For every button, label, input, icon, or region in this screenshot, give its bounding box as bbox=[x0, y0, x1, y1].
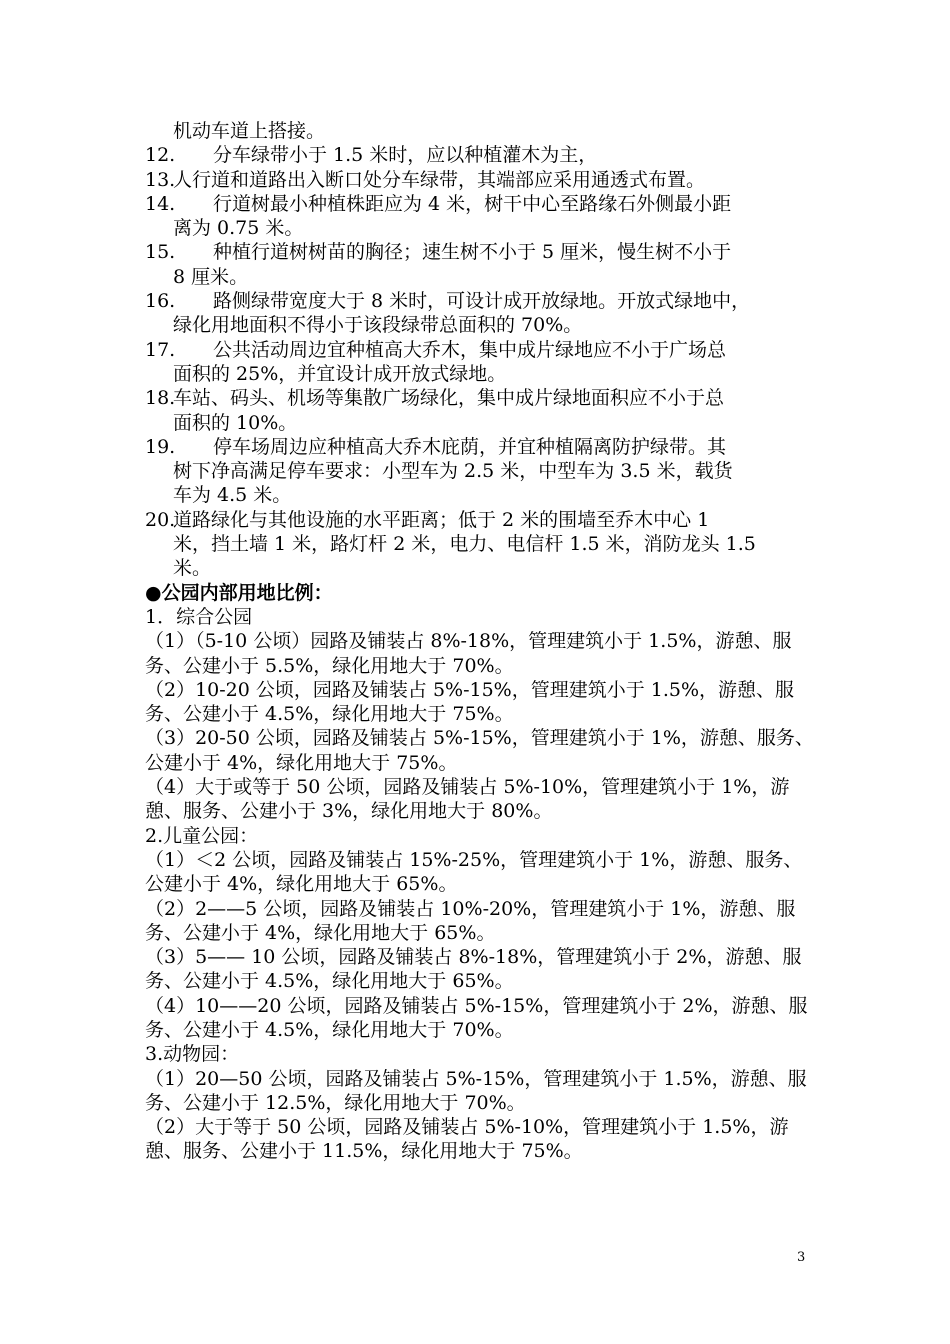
list-item-first-line: 人行道和道路出入断口处分车绿带，其端部应采用通透式布置。 bbox=[173, 168, 706, 191]
list-item-line: 车为 4.5 米。 bbox=[173, 484, 292, 507]
text-line: 务、公建小于 4.5%，绿化用地大于 75%。 bbox=[145, 703, 514, 726]
list-item-line: 面积的 10%。 bbox=[173, 411, 298, 434]
text-line: 务、公建小于 5.5%，绿化用地大于 70%。 bbox=[145, 654, 514, 677]
list-item-number: 17. bbox=[145, 338, 176, 361]
section-heading bbox=[145, 581, 825, 605]
list-item-text bbox=[145, 386, 825, 435]
list-item bbox=[145, 386, 825, 435]
list-item-number: 15. bbox=[145, 241, 176, 264]
text-line: 务、公建小于 12.5%，绿化用地大于 70%。 bbox=[145, 1091, 526, 1114]
list-item-text bbox=[145, 168, 825, 192]
text-line: （2）2——5 公顷，园路及铺装占 10%-20%，管理建筑小于 1%，游憩、服 bbox=[145, 897, 796, 920]
list-item bbox=[145, 240, 825, 289]
text-line: 公建小于 4%，绿化用地大于 65%。 bbox=[145, 873, 458, 896]
text-line: 憩、服务、公建小于 3%，绿化用地大于 80%。 bbox=[145, 800, 553, 823]
section-heading-text: 公园内部用地比例： bbox=[161, 581, 333, 604]
text-line: 公建小于 4%，绿化用地大于 75%。 bbox=[145, 751, 458, 774]
list-item-first-line: 公共活动周边宜种植高大乔木，集中成片绿地应不小于广场总 bbox=[213, 338, 727, 361]
list-item-first-line: 行道树最小种植株距应为 4 米，树干中心至路缘石外侧最小距 bbox=[213, 192, 732, 215]
list-item-number: 14. bbox=[145, 192, 176, 215]
page-number: 3 bbox=[797, 1250, 806, 1265]
list-item-first-line: 种植行道树树苗的胸径；速生树不小于 5 厘米，慢生树不小于 bbox=[213, 241, 732, 264]
list-item bbox=[145, 192, 825, 241]
text-line: （2）大于等于 50 公顷，园路及铺装占 5%-10%，管理建筑小于 1.5%，游 bbox=[145, 1116, 789, 1139]
list-item-text bbox=[145, 143, 825, 167]
list-item-text bbox=[145, 435, 825, 508]
list-item-line: 米。 bbox=[173, 557, 212, 580]
list-item-first-line: 停车场周边应种植高大乔木庇荫，并宜种植隔离防护绿带。其 bbox=[213, 435, 727, 458]
text-line: （4）10——20 公顷，园路及铺装占 5%-15%，管理建筑小于 2%，游憩、服 bbox=[145, 994, 808, 1017]
list-item-number: 18. bbox=[145, 387, 176, 410]
list-item bbox=[145, 289, 825, 338]
text-line: （1）＜2 公顷，园路及铺装占 15%-25%，管理建筑小于 1%，游憩、服务、 bbox=[145, 848, 803, 871]
text-line: （2）10-20 公顷，园路及铺装占 5%-15%，管理建筑小于 1.5%，游憩、服 bbox=[145, 678, 795, 701]
text-line: （3）5—— 10 公顷，园路及铺装占 8%-18%，管理建筑小于 2%，游憩、服 bbox=[145, 946, 802, 969]
list-item-line: 面积的 25%，并宜设计成开放式绿地。 bbox=[173, 362, 507, 385]
list-item-line: 8 厘米。 bbox=[173, 265, 249, 288]
page-content bbox=[145, 119, 825, 1164]
text-line: 1．综合公园 bbox=[145, 605, 253, 628]
list-item bbox=[145, 508, 825, 581]
list-item-text bbox=[145, 240, 825, 289]
list-item-number: 16. bbox=[145, 290, 176, 313]
text-line: （1）（5-10 公顷）园路及铺装占 8%-18%，管理建筑小于 1.5%，游憩、服 bbox=[145, 630, 792, 653]
list-item-number: 13. bbox=[145, 168, 176, 191]
list-item bbox=[145, 143, 825, 167]
list-item-line: 绿化用地面积不得小于该段绿带总面积的 70%。 bbox=[173, 314, 583, 337]
text-line: 憩、服务、公建小于 11.5%，绿化用地大于 75%。 bbox=[145, 1140, 583, 1163]
list-item-text bbox=[145, 338, 825, 387]
text-line: 务、公建小于 4%，绿化用地大于 65%。 bbox=[145, 921, 496, 944]
park-ratio-paragraphs bbox=[145, 605, 825, 1164]
text-line: 务、公建小于 4.5%，绿化用地大于 70%。 bbox=[145, 1018, 514, 1041]
list-item-first-line: 道路绿化与其他设施的水平距离；低于 2 米的围墙至乔木中心 1 bbox=[173, 508, 710, 531]
list-item-text bbox=[145, 289, 825, 338]
list-item-text bbox=[145, 508, 825, 581]
text-line: 3.动物园： bbox=[145, 1043, 240, 1066]
list-item-first-line: 分车绿带小于 1.5 米时，应以种植灌木为主， bbox=[213, 144, 598, 167]
list-item-first-line: 车站、码头、机场等集散广场绿化，集中成片绿地面积应不小于总 bbox=[173, 387, 725, 410]
text-line: （3）20-50 公顷，园路及铺装占 5%-15%，管理建筑小于 1%，游憩、服务、 bbox=[145, 727, 814, 750]
bullet-icon: ● bbox=[145, 581, 162, 604]
list-item-text bbox=[145, 192, 825, 241]
list-item-number: 20. bbox=[145, 508, 176, 531]
text-line: （1）20—50 公顷，园路及铺装占 5%-15%，管理建筑小于 1.5%，游憩、服 bbox=[145, 1067, 807, 1090]
list-item-line: 离为 0.75 米。 bbox=[173, 217, 304, 240]
text-line: 务、公建小于 4.5%，绿化用地大于 65%。 bbox=[145, 970, 514, 993]
list-item-first-line: 路侧绿带宽度大于 8 米时，可设计成开放绿地。开放式绿地中， bbox=[213, 290, 751, 313]
list-item-line: 米，挡土墙 1 米，路灯杆 2 米，电力、电信杆 1.5 米，消防龙头 1.5 bbox=[173, 533, 756, 556]
text-line: （4）大于或等于 50 公顷，园路及铺装占 5%-10%，管理建筑小于 1%，游 bbox=[145, 776, 790, 799]
continuation-line: 机动车道上搭接。 bbox=[173, 120, 326, 142]
text-line: 2.儿童公园： bbox=[145, 824, 259, 847]
list-item bbox=[145, 435, 825, 508]
list-item-number: 12. bbox=[145, 144, 176, 167]
list-item bbox=[145, 168, 825, 192]
numbered-list bbox=[145, 143, 825, 580]
list-item-number: 19. bbox=[145, 435, 176, 458]
list-item bbox=[145, 338, 825, 387]
list-item-line: 树下净高满足停车要求：小型车为 2.5 米，中型车为 3.5 米，载货 bbox=[173, 460, 733, 483]
